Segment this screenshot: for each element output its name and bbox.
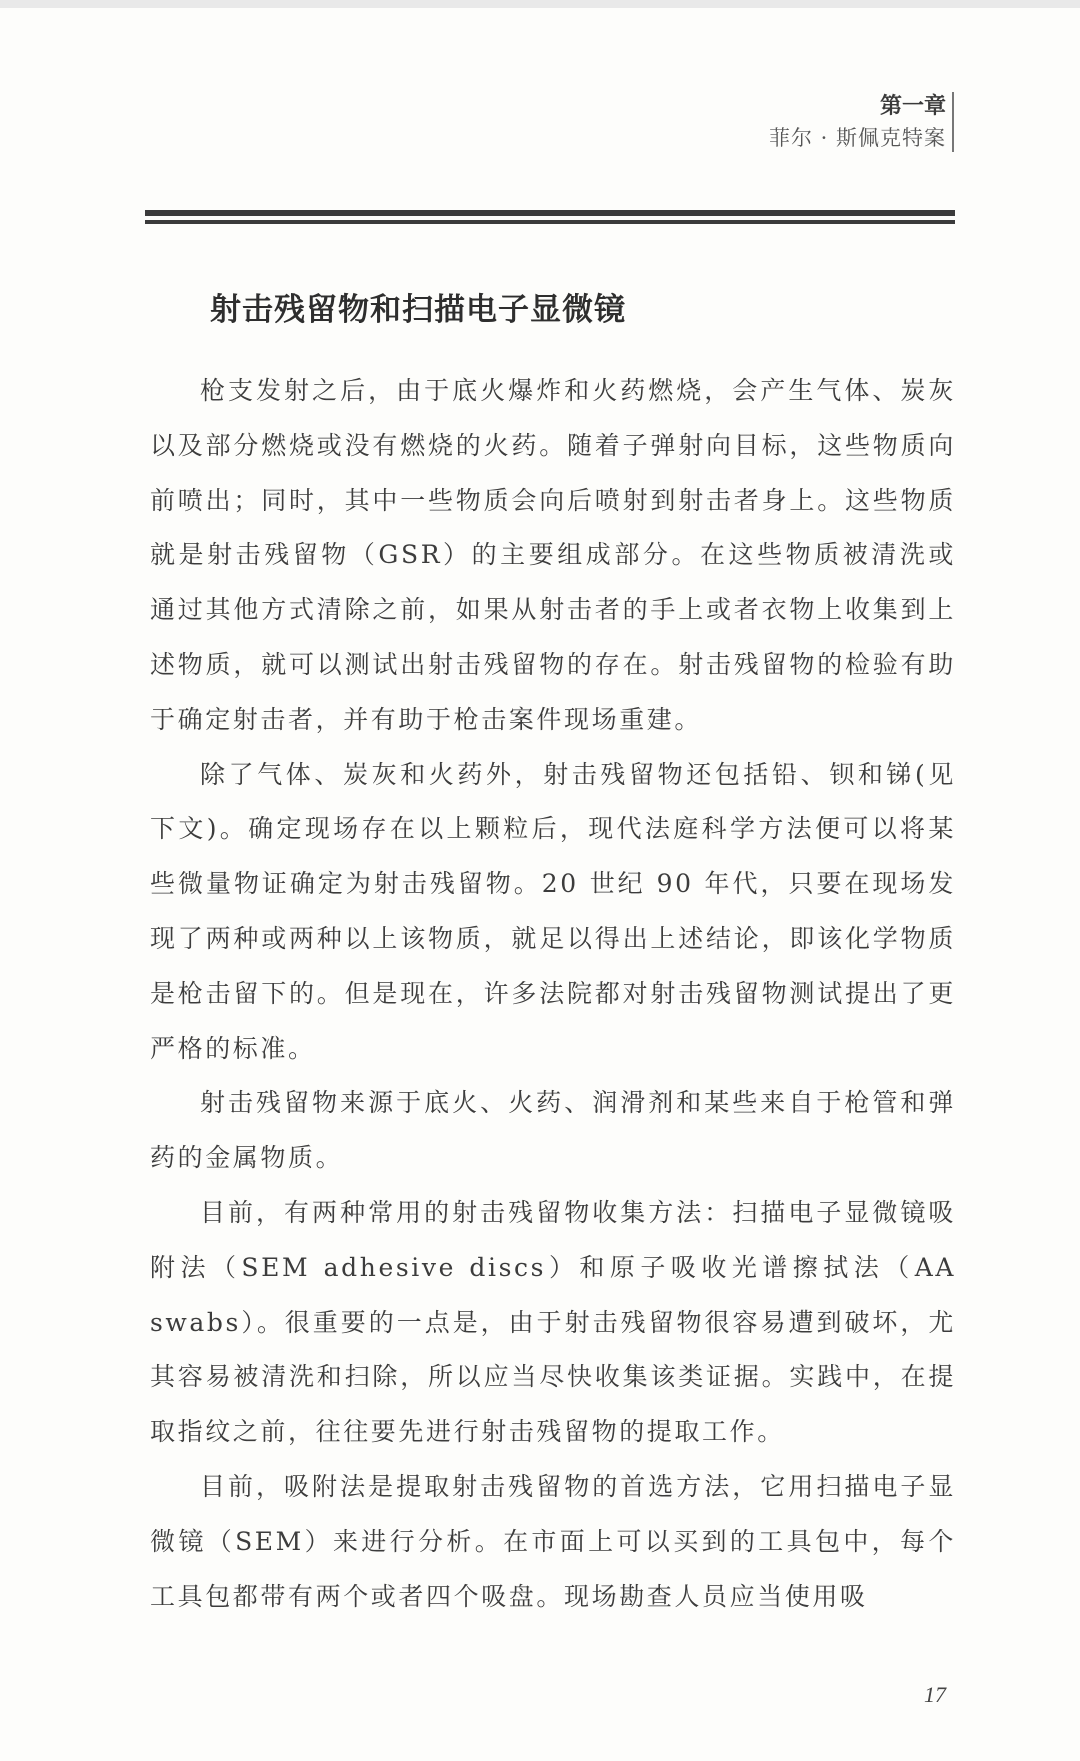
book-page — [0, 8, 1080, 1761]
header-rule-thin — [145, 220, 955, 224]
paragraph: 枪支发射之后，由于底火爆炸和火药燃烧，会产生气体、炭灰以及部分燃烧或没有燃烧的火药。随着子弹射向目标，这些物质向前喷出；同时，其中一些物质会向后喷射到射击者身上。这些物质就是射击残留物（GSR）的主要组成部分。在这些物质被清洗或通过其他方式清除之前，如果从射击者的手上或者衣物上收集到上述物质，就可以测试出射击残留物的存在。射击残留物的检验有助于确定射击者，并有助于枪击案件现场重建。 — [150, 376, 956, 734]
chapter-label: 第一章 — [879, 93, 946, 119]
paragraph: 除了气体、炭灰和火药外，射击残留物还包括铅、钡和锑(见下文)。确定现场存在以上颗粒后，现代法庭科学方法便可以将某些微量物证确定为射击残留物。20 世纪 90 年代，只要在现场发现了两种或两种以上该物质，就足以得出上述结论，即该化学物质是枪击留下的。但是现在，许多法院都对射击残留物测试提出了更严格的标准。 — [150, 759, 956, 1063]
paragraph: 目前，有两种常用的射击残留物收集方法：扫描电子显微镜吸附法（SEM adhesive discs）和原子吸收光谱擦拭法（AA swabs）。很重要的一点是，由于射击残留物很容易遭到破坏，尤其容易被清洗和扫除，所以应当尽快收集该类证据。实践中，在提取指纹之前，往往要先进行射击残留物的提取工作。 — [150, 1197, 956, 1447]
paragraph: 目前，吸附法是提取射击残留物的首选方法，它用扫描电子显微镜（SEM）来进行分析。在市面上可以买到的工具包中，每个工具包都带有两个或者四个吸盘。现场勘查人员应当使用吸 — [150, 1471, 956, 1611]
paragraph: 射击残留物来源于底火、火药、润滑剂和某些来自于枪管和弹药的金属物质。 — [150, 1088, 956, 1173]
body-text — [150, 364, 956, 1624]
header-rule-thick — [145, 210, 955, 216]
running-head-divider — [952, 92, 954, 152]
page-number: 17 — [924, 1682, 946, 1707]
case-title: 菲尔 · 斯佩克特案 — [768, 126, 946, 150]
running-head — [769, 90, 946, 154]
section-title: 射击残留物和扫描电子显微镜 — [210, 292, 626, 328]
